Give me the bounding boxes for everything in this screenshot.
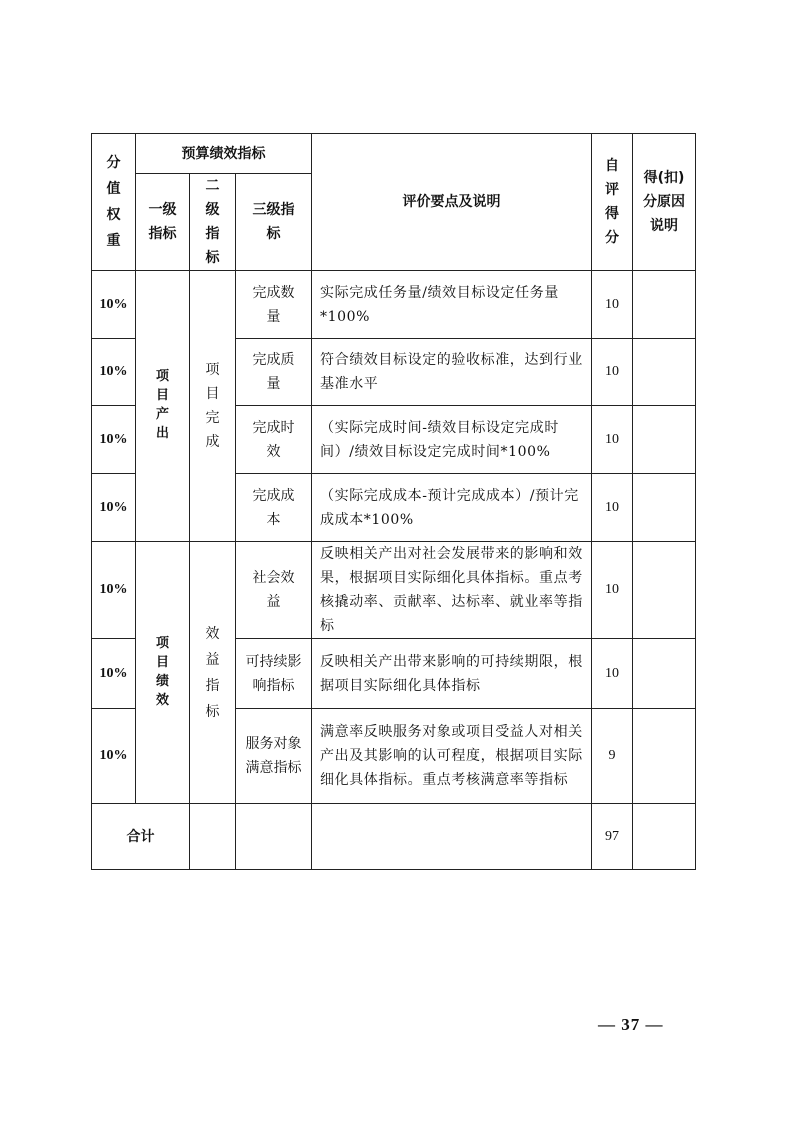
reason-cell (633, 639, 696, 709)
table-row (92, 542, 696, 639)
score-cell: 10 (592, 339, 633, 406)
weight-cell: 10% (92, 406, 136, 474)
description-cell: 符合绩效目标设定的验收标准，达到行业基准水平 (312, 339, 592, 406)
reason-cell (633, 542, 696, 639)
table-row (92, 271, 696, 339)
description-cell: 实际完成任务量/绩效目标设定任务量*100% (312, 271, 592, 339)
reason-cell (633, 709, 696, 804)
level3-cell: 完成时效 (236, 406, 312, 474)
empty-cell (633, 804, 696, 870)
score-cell: 10 (592, 406, 633, 474)
level3-cell: 社会效益 (236, 542, 312, 639)
weight-cell: 10% (92, 339, 136, 406)
description-cell: 反映相关产出带来影响的可持续期限，根据项目实际细化具体指标 (312, 639, 592, 709)
score-cell: 10 (592, 474, 633, 542)
description-cell: （实际完成时间-绩效目标设定完成时间）/绩效目标设定完成时间*100% (312, 406, 592, 474)
total-score: 97 (592, 804, 633, 870)
score-cell: 10 (592, 542, 633, 639)
weight-cell: 10% (92, 271, 136, 339)
empty-cell (190, 804, 236, 870)
performance-evaluation-table (91, 133, 696, 870)
weight-cell: 10% (92, 542, 136, 639)
description-cell: 满意率反映服务对象或项目受益人对相关产出及其影响的认可程度，根据项目实际细化具体指标。重点考核满意率等指标 (312, 709, 592, 804)
reason-cell (633, 406, 696, 474)
weight-cell: 10% (92, 639, 136, 709)
header-level1: 一级指标 (136, 174, 190, 271)
header-budget-indicators: 预算绩效指标 (136, 134, 312, 174)
empty-cell (312, 804, 592, 870)
header-level2: 二级指标 (190, 174, 236, 271)
level1-performance-cell: 项目绩效 (136, 542, 190, 804)
header-weight: 分值权重 (92, 134, 136, 271)
level3-cell: 服务对象满意指标 (236, 709, 312, 804)
weight-cell: 10% (92, 709, 136, 804)
header-level3: 三级指标 (236, 174, 312, 271)
reason-cell (633, 474, 696, 542)
total-label: 合计 (92, 804, 190, 870)
page-number: — 37 — (598, 1015, 664, 1034)
level2-output-cell: 项目完成 (190, 271, 236, 542)
level3-cell: 完成质量 (236, 339, 312, 406)
score-cell: 10 (592, 639, 633, 709)
weight-cell: 10% (92, 474, 136, 542)
header-description: 评价要点及说明 (312, 134, 592, 271)
reason-cell (633, 339, 696, 406)
total-row (92, 804, 696, 870)
level3-cell: 可持续影响指标 (236, 639, 312, 709)
description-cell: 反映相关产出对社会发展带来的影响和效果，根据项目实际细化具体指标。重点考核撬动率、贡献率、达标率、就业率等指标 (312, 542, 592, 639)
reason-cell (633, 271, 696, 339)
level3-cell: 完成数量 (236, 271, 312, 339)
score-cell: 10 (592, 271, 633, 339)
level2-performance-cell: 效益指标 (190, 542, 236, 804)
level1-output-cell: 项目产出 (136, 271, 190, 542)
empty-cell (236, 804, 312, 870)
header-self-score: 自评得分 (592, 134, 633, 271)
level3-cell: 完成成本 (236, 474, 312, 542)
header-reason: 得(扣)分原因说明 (633, 134, 696, 271)
description-cell: （实际完成成本-预计完成成本）/预计完成成本*100% (312, 474, 592, 542)
score-cell: 9 (592, 709, 633, 804)
